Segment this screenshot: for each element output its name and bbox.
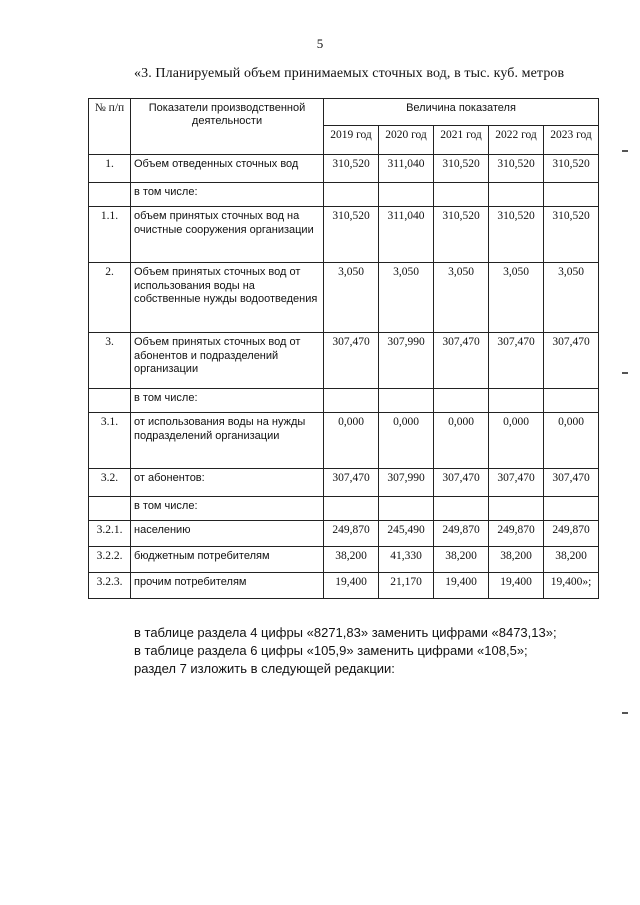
row-value: 38,200 <box>544 547 599 573</box>
row-indicator: от использования воды на нужды подразделений организации <box>131 413 324 469</box>
header-year: 2019 год <box>324 126 379 155</box>
section-title: «3. Планируемый объем принимаемых сточных вод, в тыс. куб. метров <box>134 66 565 81</box>
row-value: 307,990 <box>379 333 434 389</box>
row-value: 307,470 <box>434 333 489 389</box>
row-value <box>434 389 489 413</box>
row-value <box>489 183 544 207</box>
row-value: 249,870 <box>324 521 379 547</box>
row-indicator: прочим потребителям <box>131 573 324 599</box>
row-number: 2. <box>89 263 131 333</box>
row-value: 0,000 <box>434 413 489 469</box>
row-indicator: объем принятых сточных вод на очистные сооружения организации <box>131 207 324 263</box>
row-value <box>544 497 599 521</box>
row-value: 41,330 <box>379 547 434 573</box>
header-year: 2020 год <box>379 126 434 155</box>
table-row <box>89 183 599 207</box>
row-value: 249,870 <box>434 521 489 547</box>
table-row <box>89 497 599 521</box>
row-value: 310,520 <box>434 155 489 183</box>
table-row <box>89 207 599 263</box>
row-indicator: Объем принятых сточных вод от абонентов и подразделений организации <box>131 333 324 389</box>
row-indicator: населению <box>131 521 324 547</box>
row-value: 310,520 <box>324 155 379 183</box>
row-number: 3. <box>89 333 131 389</box>
row-value: 249,870 <box>489 521 544 547</box>
row-value <box>379 183 434 207</box>
row-value <box>544 183 599 207</box>
row-value: 310,520 <box>489 207 544 263</box>
amendment-line: в таблице раздела 6 цифры «105,9» заменить цифрами «108,5»; <box>134 643 528 658</box>
row-indicator: в том числе: <box>131 183 324 207</box>
row-value: 307,470 <box>324 469 379 497</box>
row-value: 19,400 <box>324 573 379 599</box>
row-number <box>89 497 131 521</box>
row-indicator: Объем отведенных сточных вод <box>131 155 324 183</box>
amendment-line: в таблице раздела 4 цифры «8271,83» заменить цифрами «8473,13»; <box>134 625 557 640</box>
header-num: № п/п <box>89 99 131 155</box>
row-value: 3,050 <box>434 263 489 333</box>
row-number <box>89 389 131 413</box>
amendment-line: раздел 7 изложить в следующей редакции: <box>134 661 395 676</box>
row-indicator: Объем принятых сточных вод от использования воды на собственные нужды водоотведения <box>131 263 324 333</box>
row-value <box>379 497 434 521</box>
table-row <box>89 155 599 183</box>
row-value: 310,520 <box>544 207 599 263</box>
page-number: 5 <box>316 36 324 51</box>
header-year: 2023 год <box>544 126 599 155</box>
row-value: 245,490 <box>379 521 434 547</box>
row-value: 307,470 <box>434 469 489 497</box>
row-value: 307,470 <box>489 333 544 389</box>
row-value: 38,200 <box>489 547 544 573</box>
row-value: 19,400 <box>434 573 489 599</box>
scan-artifact <box>622 712 628 714</box>
row-value: 311,040 <box>379 207 434 263</box>
scan-artifact <box>622 150 628 152</box>
row-value <box>434 183 489 207</box>
row-value: 307,990 <box>379 469 434 497</box>
header-year: 2021 год <box>434 126 489 155</box>
row-value: 307,470 <box>324 333 379 389</box>
row-value: 249,870 <box>544 521 599 547</box>
header-value-group: Величина показателя <box>324 99 599 126</box>
row-value: 38,200 <box>324 547 379 573</box>
row-number: 3.1. <box>89 413 131 469</box>
amendment-text <box>134 624 557 678</box>
row-number: 3.2.3. <box>89 573 131 599</box>
row-value: 310,520 <box>544 155 599 183</box>
row-value <box>324 389 379 413</box>
row-value: 21,170 <box>379 573 434 599</box>
table-row <box>89 573 599 599</box>
row-value <box>324 497 379 521</box>
row-value: 38,200 <box>434 547 489 573</box>
table-row <box>89 469 599 497</box>
header-indicator: Показатели производственной деятельности <box>131 99 324 155</box>
row-value <box>489 389 544 413</box>
row-value: 310,520 <box>489 155 544 183</box>
row-value: 310,520 <box>434 207 489 263</box>
table-header-row <box>89 99 599 126</box>
row-value <box>434 497 489 521</box>
row-value: 307,470 <box>544 469 599 497</box>
header-year: 2022 год <box>489 126 544 155</box>
table-row <box>89 547 599 573</box>
row-value: 19,400 <box>489 573 544 599</box>
row-value: 3,050 <box>544 263 599 333</box>
row-value: 0,000 <box>379 413 434 469</box>
row-indicator: в том числе: <box>131 497 324 521</box>
row-number: 1. <box>89 155 131 183</box>
row-value: 0,000 <box>324 413 379 469</box>
table-row <box>89 521 599 547</box>
row-number <box>89 183 131 207</box>
row-value: 3,050 <box>324 263 379 333</box>
sewage-volume-table <box>88 98 599 599</box>
row-value <box>544 389 599 413</box>
row-value: 307,470 <box>544 333 599 389</box>
row-indicator: от абонентов: <box>131 469 324 497</box>
row-number: 3.2. <box>89 469 131 497</box>
row-value <box>324 183 379 207</box>
row-value: 3,050 <box>379 263 434 333</box>
row-value: 0,000 <box>489 413 544 469</box>
scan-artifact <box>622 372 628 374</box>
row-value: 310,520 <box>324 207 379 263</box>
row-indicator: в том числе: <box>131 389 324 413</box>
table-row <box>89 389 599 413</box>
table-row <box>89 333 599 389</box>
row-value: 311,040 <box>379 155 434 183</box>
row-value <box>489 497 544 521</box>
row-number: 3.2.1. <box>89 521 131 547</box>
row-indicator: бюджетным потребителям <box>131 547 324 573</box>
row-value <box>379 389 434 413</box>
row-number: 1.1. <box>89 207 131 263</box>
row-value: 307,470 <box>489 469 544 497</box>
table-row <box>89 263 599 333</box>
row-number: 3.2.2. <box>89 547 131 573</box>
row-value: 3,050 <box>489 263 544 333</box>
row-value: 0,000 <box>544 413 599 469</box>
row-value: 19,400»; <box>544 573 599 599</box>
table-row <box>89 413 599 469</box>
